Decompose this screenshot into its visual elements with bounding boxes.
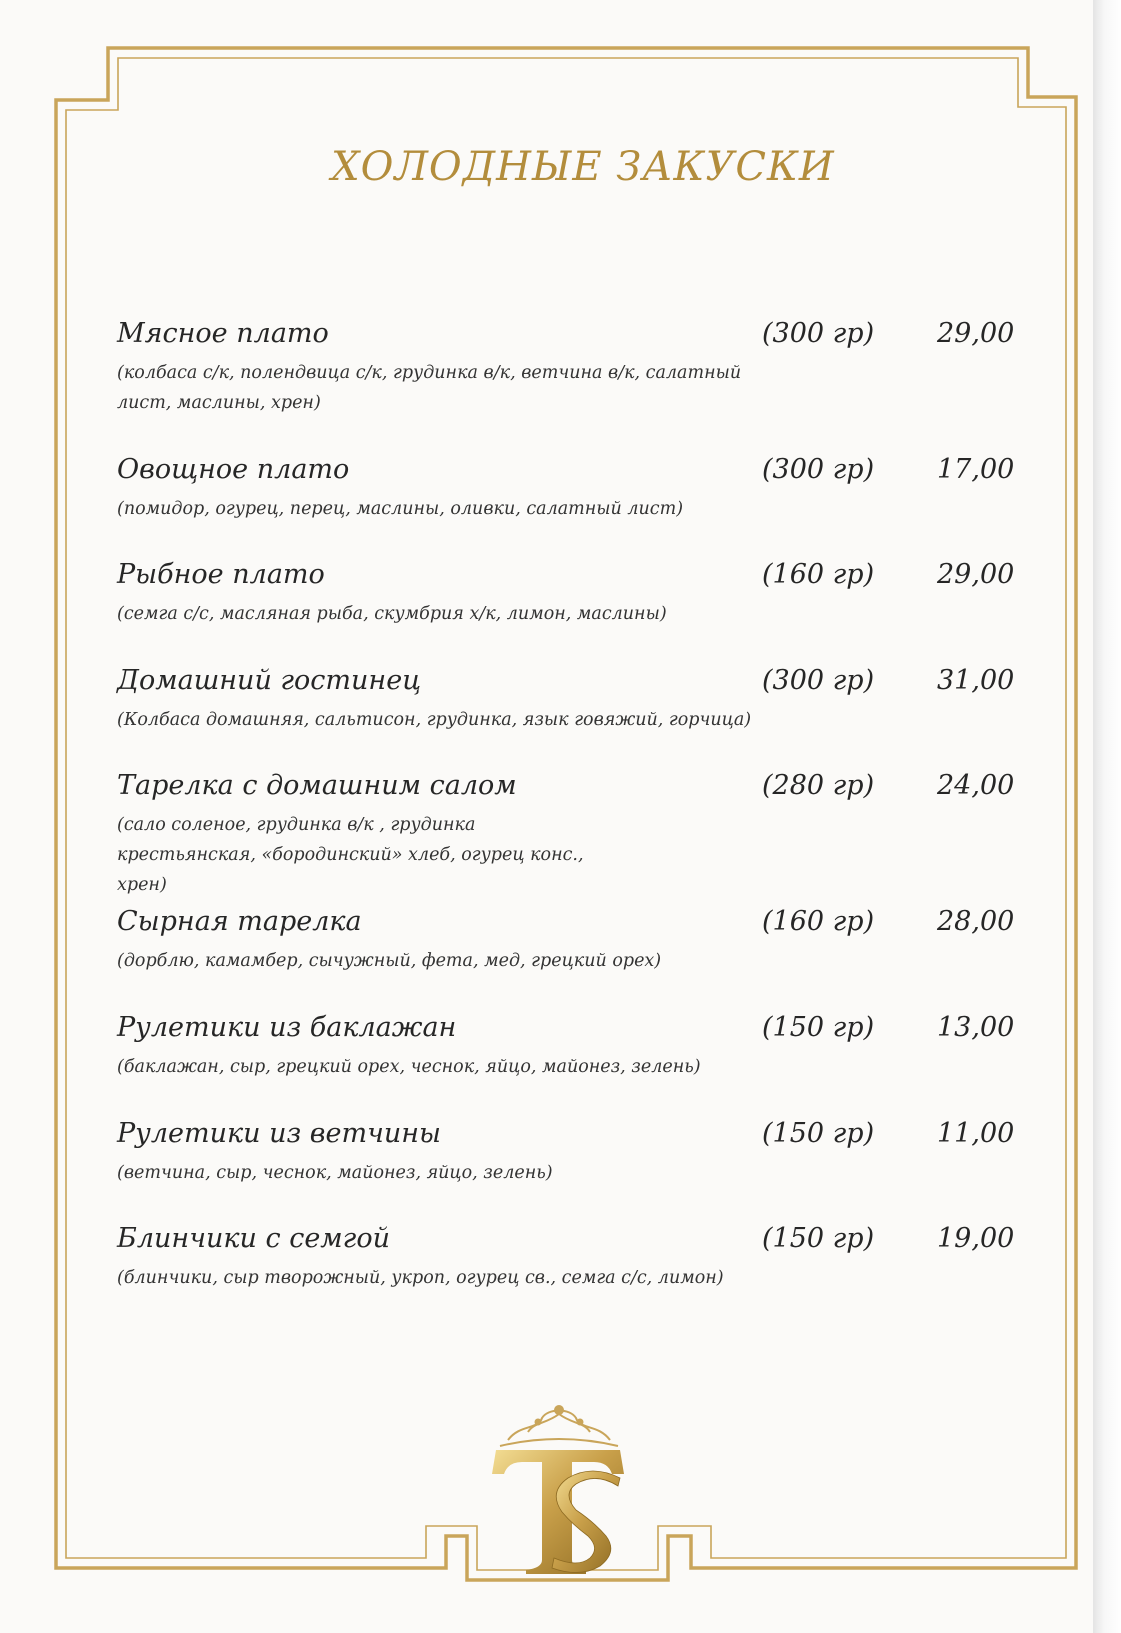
item-description: (ветчина, сыр, чеснок, майонез, яйцо, зелень): [117, 1163, 553, 1183]
item-weight: (160 гр): [762, 559, 875, 590]
item-weight: (150 гр): [762, 1118, 875, 1149]
crown-icon: [500, 1406, 618, 1446]
item-price: 28,00: [937, 906, 1015, 937]
item-price: 29,00: [937, 559, 1015, 590]
page-edge-shadow: [1093, 0, 1121, 1633]
item-name: Домашний гостинец: [117, 665, 422, 696]
menu-item: [117, 454, 1017, 559]
menu-item: [117, 318, 1017, 454]
item-weight: (150 гр): [762, 1223, 875, 1254]
item-description: (блинчики, сыр творожный, укроп, огурец св., семга с/с, лимон): [117, 1268, 724, 1288]
item-price: 24,00: [937, 770, 1015, 801]
menu-item: [117, 1223, 1017, 1303]
item-name: Рыбное плато: [117, 559, 325, 590]
menu-item: [117, 1118, 1017, 1223]
menu-item: [117, 665, 1017, 770]
item-name: Рулетики из баклажан: [117, 1012, 457, 1043]
item-price: 29,00: [937, 318, 1015, 349]
menu-item: [117, 770, 1017, 906]
item-name: Блинчики с семгой: [117, 1223, 390, 1254]
menu-item: [117, 1012, 1017, 1118]
item-weight: (150 гр): [762, 1012, 875, 1043]
item-price: 19,00: [937, 1223, 1015, 1254]
item-name: Мясное плато: [117, 318, 329, 349]
item-name: Сырная тарелка: [117, 906, 362, 937]
item-description: (дорблю, камамбер, сычужный, фета, мед, грецкий орех): [117, 951, 662, 971]
menu-item: [117, 559, 1017, 665]
item-name: Овощное плато: [117, 454, 350, 485]
item-description: (помидор, огурец, перец, маслины, оливки, салатный лист): [117, 499, 684, 519]
item-weight: (300 гр): [762, 665, 875, 696]
item-description: (семга с/с, масляная рыба, скумбрия х/к, лимон, маслины): [117, 604, 667, 624]
item-weight: (280 гр): [762, 770, 875, 801]
crown-monogram-logo: [468, 1402, 650, 1584]
menu-item: [117, 906, 1017, 1012]
item-description: (колбаса с/к, полендвица с/к, грудинка в/к, ветчина в/к, салатный лист, маслины, хрен): [117, 363, 742, 413]
item-weight: (300 гр): [762, 318, 875, 349]
item-description: (сало соленое, грудинка в/к , грудинка крестьянская, «бородинский» хлеб, огурец конс., хрен): [117, 815, 584, 895]
menu-title: ХОЛОДНЫЕ ЗАКУСКИ: [331, 144, 835, 190]
item-weight: (160 гр): [762, 906, 875, 937]
item-price: 13,00: [937, 1012, 1015, 1043]
item-name: Тарелка с домашним салом: [117, 770, 517, 801]
item-price: 31,00: [937, 665, 1015, 696]
item-price: 17,00: [937, 454, 1015, 485]
item-price: 11,00: [937, 1118, 1015, 1149]
item-weight: (300 гр): [762, 454, 875, 485]
logo-text: TS: [558, 1583, 560, 1584]
item-name: Рулетики из ветчины: [117, 1118, 442, 1149]
item-description: (Колбаса домашняя, сальтисон, грудинка, язык говяжий, горчица): [117, 710, 752, 730]
item-description: (баклажан, сыр, грецкий орех, чеснок, яйцо, майонез, зелень): [117, 1057, 701, 1077]
menu-list: [117, 318, 1017, 1303]
